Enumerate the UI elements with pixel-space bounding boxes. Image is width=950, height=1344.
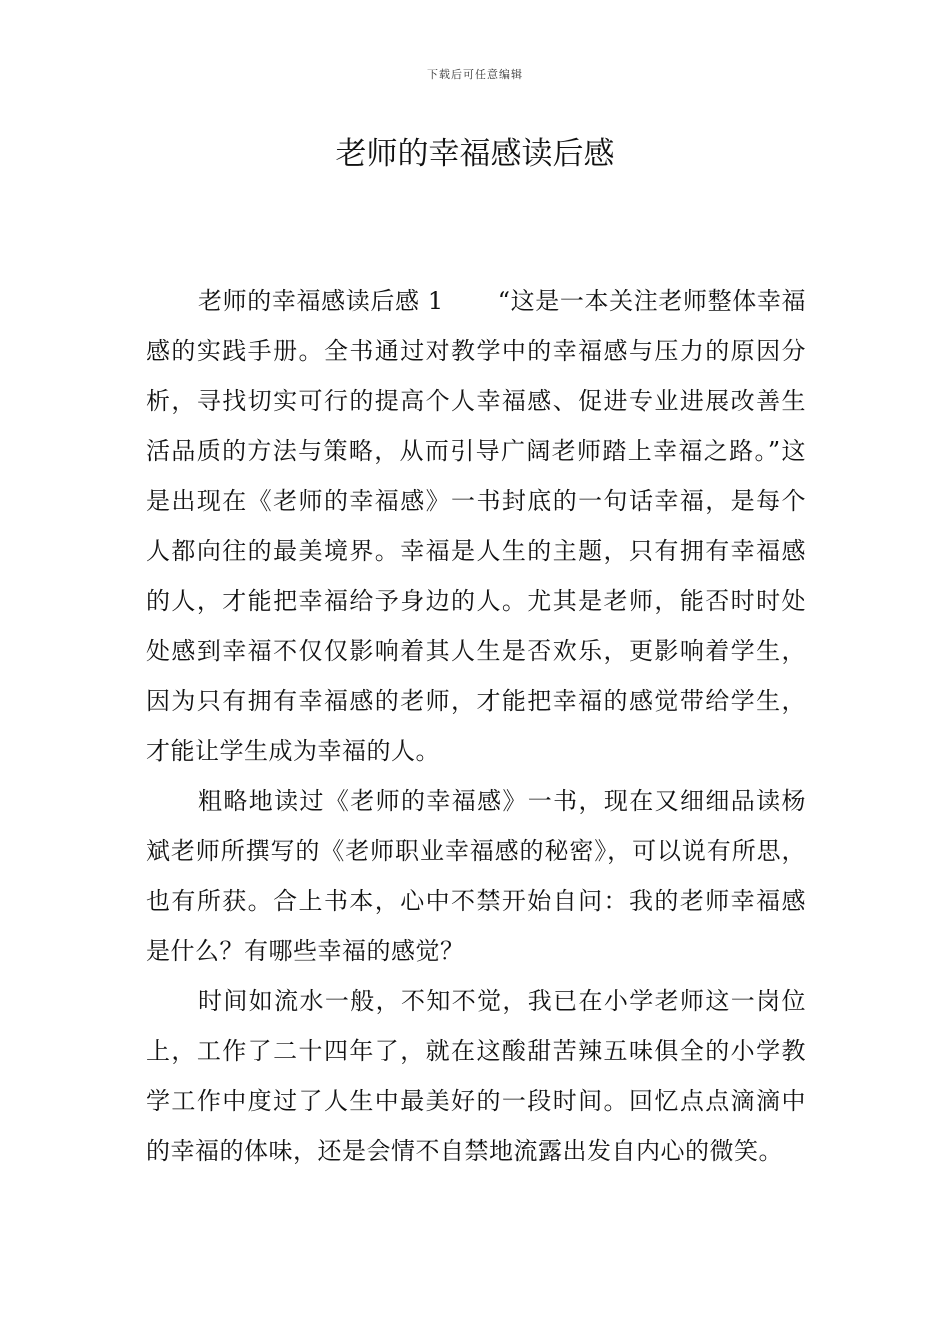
- document-body: [146, 276, 806, 1176]
- paragraph-1: [146, 276, 806, 776]
- document-title: 老师的幸福感读后感: [335, 136, 615, 172]
- paragraph-2: 粗略地读过《老师的幸福感》一书，现在又细细品读杨斌老师所撰写的《老师职业幸福感的秘密》，可以说有所思，也有所获。合上书本，心中不禁开始自问：我的老师幸福感是什么？有哪些幸福的感觉？: [146, 787, 806, 965]
- paragraph-3: 时间如流水一般，不知不觉，我已在小学老师这一岗位上，工作了二十四年了，就在这酸甜苦辣五味俱全的小学教学工作中度过了人生中最美好的一段时间。回忆点点滴滴中的幸福的体味，还是会情不自禁地流露出发自内心的微笑。: [146, 987, 806, 1165]
- paragraph-1-text: “这是一本关注老师整体幸福感的实践手册。全书通过对教学中的幸福感与压力的原因分析，寻找切实可行的提高个人幸福感、促进专业进展改善生活品质的方法与策略，从而引导广阔老师踏上幸福之路。”这是出现在《老师的幸福感》一书封底的一句话幸福，是每个人都向往的最美境界。幸福是人生的主题，只有拥有幸福感的人，才能把幸福给予身边的人。尤其是老师，能否时时处处感到幸福不仅仅影响着其人生是否欢乐，更影响着学生，因为只有拥有幸福感的老师，才能把幸福的感觉带给学生，才能让学生成为幸福的人。: [146, 287, 806, 765]
- header-note: 下载后可任意编辑: [427, 68, 523, 81]
- section-label: 老师的幸福感读后感 1: [198, 287, 444, 315]
